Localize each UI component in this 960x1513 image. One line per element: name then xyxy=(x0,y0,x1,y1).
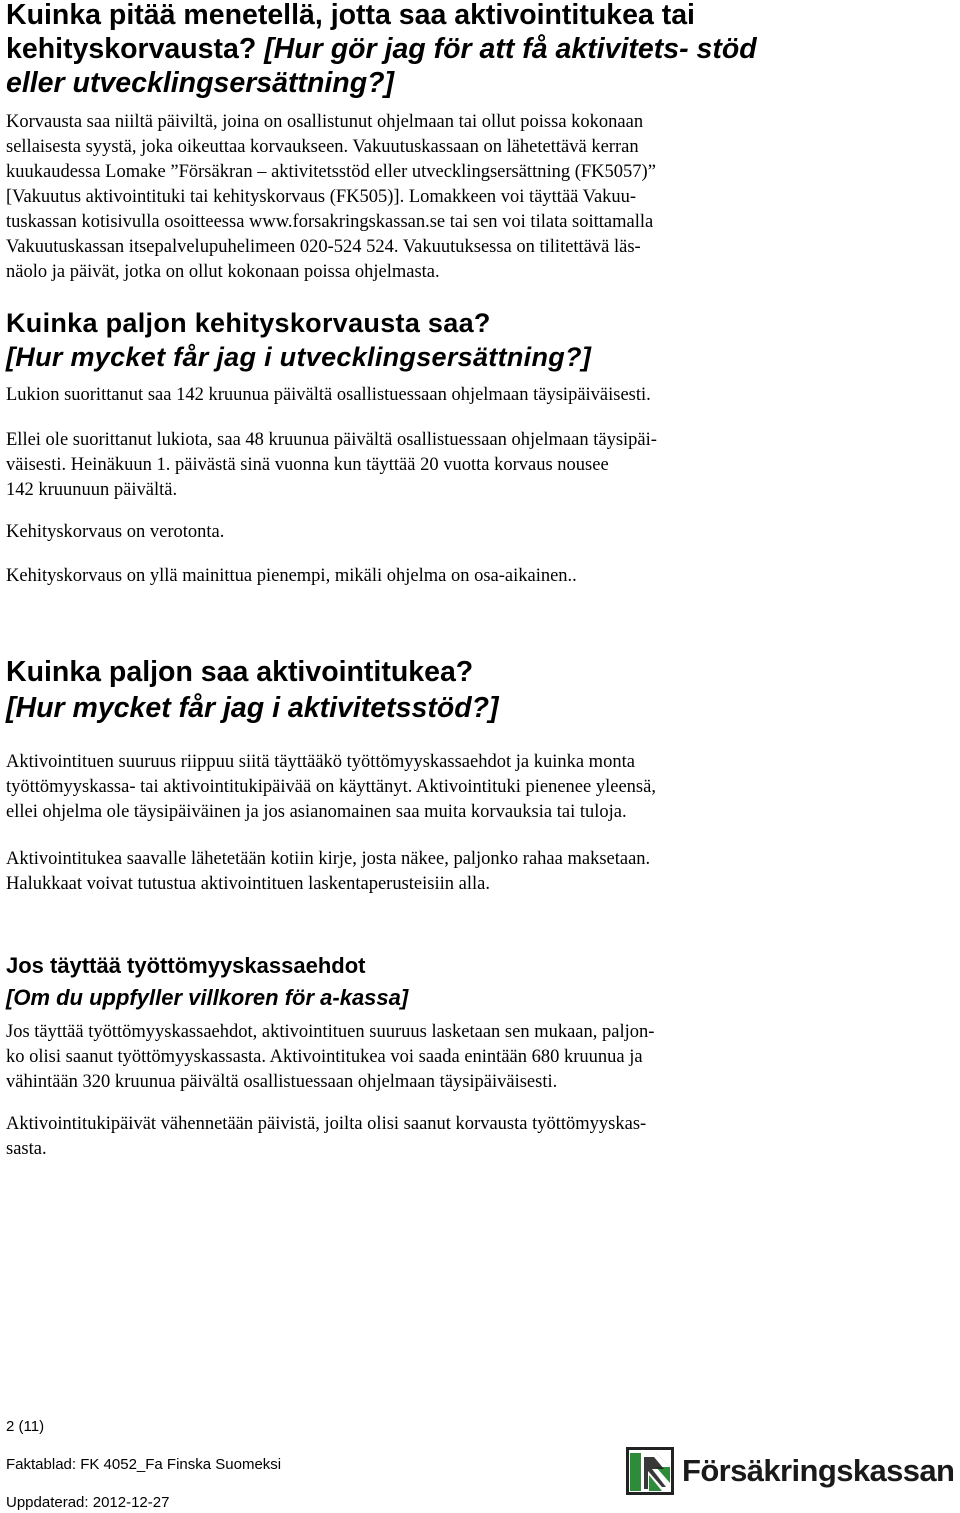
section4-title-fi: Jos täyttää työttömyyskassaehdot xyxy=(6,953,366,978)
text-line: väisesti. Heinäkuun 1. päivästä sinä vuonna kun täyttää 20 vuotta korvaus nousee xyxy=(6,455,609,475)
logo-mark-icon xyxy=(626,1447,674,1495)
text-line: Ellei ole suorittanut lukiota, saa 48 kruunua päivältä osallistuessaan ohjelmaan täysipäi- xyxy=(6,430,657,450)
text-line: Halukkaat voivat tutustua aktivointituen laskentaperusteisiin alla. xyxy=(6,874,490,894)
section2-paragraph-2 xyxy=(6,428,758,503)
section3-paragraph-1 xyxy=(6,750,758,825)
text-line: [Vakuutus aktivointituki tai kehityskorvaus (FK505)]. Lomakkeen voi täyttää Vakuu- xyxy=(6,187,637,207)
text-line: työttömyyskassa- tai aktivointitukipäivää on käyttänyt. Aktivointituki pienenee yleensä, xyxy=(6,777,656,797)
section2-heading xyxy=(6,306,758,374)
text-line: ko olisi saanut työttömyyskassasta. Aktivointitukea voi saada enintään 680 kruunua ja xyxy=(6,1047,643,1067)
section1-heading xyxy=(6,0,796,100)
logo-text: Försäkringskassan xyxy=(682,1453,955,1488)
section2-paragraph-3: Kehityskorvaus on verotonta. xyxy=(6,522,225,542)
page-number: 2 (11) xyxy=(6,1418,45,1435)
text-line: Jos täyttää työttömyyskassaehdot, aktivointituen suuruus lasketaan sen mukaan, paljon- xyxy=(6,1022,655,1042)
text-line: sellaisesta syystä, joka oikeuttaa korvaukseen. Vakuutuskassaan on lähetettävä kerran xyxy=(6,137,639,157)
section4-heading xyxy=(6,950,758,1014)
text-line: sasta. xyxy=(6,1139,47,1159)
updated-date: Uppdaterad: 2012-12-27 xyxy=(6,1494,170,1511)
forsakringskassan-logo xyxy=(626,1445,960,1497)
section2-title-sv: [Hur mycket får jag i utvecklingsersättning?] xyxy=(6,342,592,372)
section4-title-sv: [Om du uppfyller villkoren för a-kassa] xyxy=(6,985,409,1010)
text-line: 142 kruunuun päivältä. xyxy=(6,480,178,500)
section1-title-sv: [Hur gör jag för att få aktivitets- stöd eller utvecklingsersättning?] xyxy=(6,33,757,99)
text-line: Korvausta saa niiltä päiviltä, joina on osallistunut ohjelmaan tai ollut poissa kokonaan xyxy=(6,112,644,132)
section4-paragraph-1 xyxy=(6,1020,758,1095)
section3-heading xyxy=(6,654,758,726)
section3-title-sv: [Hur mycket får jag i aktivitetsstöd?] xyxy=(6,692,499,724)
text-line: tuskassan kotisivulla osoitteessa www.forsakringskassan.se tai sen voi tilata soittamalla xyxy=(6,212,654,232)
text-line: Aktivointitukea saavalle lähetetään kotiin kirje, josta näkee, paljonko rahaa maksetaan. xyxy=(6,849,651,869)
section1-paragraph xyxy=(6,110,758,285)
section3-paragraph-2 xyxy=(6,847,758,897)
section4-paragraph-2 xyxy=(6,1112,758,1162)
text-line: Aktivointituen suuruus riippuu siitä täyttääkö työttömyyskassaehdot ja kuinka monta xyxy=(6,752,635,772)
factsheet-id: Faktablad: FK 4052_Fa Finska Suomeksi xyxy=(6,1456,282,1473)
section3-title-fi: Kuinka paljon saa aktivointitukea? xyxy=(6,656,474,688)
text-line: ellei ohjelma ole täysipäiväinen ja jos asianomainen saa muita korvauksia tai tuloja. xyxy=(6,802,627,822)
text-line: Aktivointitukipäivät vähennetään päivistä, joilta olisi saanut korvausta työttömyyskas- xyxy=(6,1114,647,1134)
section1-title-fi: Kuinka pitää menetellä, jotta saa aktivointitukea tai kehityskorvausta? xyxy=(6,0,695,65)
section2-title-fi: Kuinka paljon kehityskorvausta saa? xyxy=(6,308,491,338)
text-line: Vakuutuskassan itsepalvelupuhelimeen 020-524 524. Vakuutuksessa on tilitettävä läs- xyxy=(6,237,641,257)
text-line: vähintään 320 kruunua päivältä osallistuessaan ohjelmaan täysipäiväisesti. xyxy=(6,1072,558,1092)
text-line: näolo ja päivät, jotka on ollut kokonaan poissa ohjelmasta. xyxy=(6,262,440,282)
section2-paragraph-1: Lukion suorittanut saa 142 kruunua päivältä osallistuessaan ohjelmaan täysipäiväisesti. xyxy=(6,385,651,405)
text-line: kuukaudessa Lomake ”Försäkran – aktivitetsstöd eller utvecklingsersättning (FK5057)” xyxy=(6,162,656,182)
section2-paragraph-4: Kehityskorvaus on yllä mainittua pienempi, mikäli ohjelma on osa-aikainen.. xyxy=(6,566,577,586)
